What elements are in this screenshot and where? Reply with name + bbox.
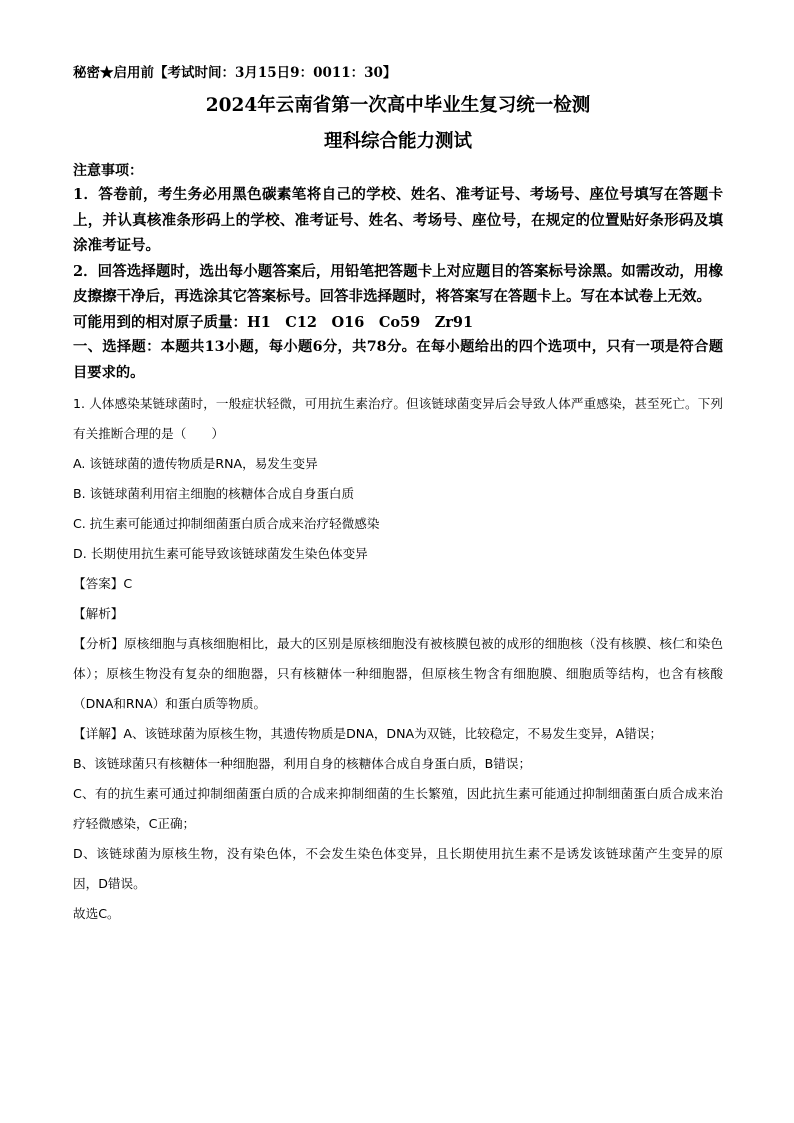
- section-heading: 一、选择题：本题共13小题，每小题6分，共78分。在每小题给出的四个选项中，只有一项是符合题目要求的。: [73, 339, 723, 381]
- answer-label: 【答案】: [73, 576, 124, 591]
- xiangjie-label: 【详解】: [73, 726, 124, 741]
- notice-item-1: 1．答卷前，考生务必用黑色碳素笔将自己的学校、姓名、准考证号、考场号、座位号填写在答题卡上，并认真核准条形码上的学校、准考证号、姓名、考场号、座位号，在规定的位置贴好条形码及填涂准考证号。: [73, 186, 723, 254]
- option-d: D. 长期使用抗生素可能导致该链球菌发生染色体变异: [73, 546, 368, 561]
- exam-page: [73, 62, 723, 929]
- confidential-line: 秘密★启用前【考试时间：3月15日9：0011：30】: [73, 65, 397, 81]
- question-1: [73, 389, 723, 929]
- answer-value: C: [123, 576, 133, 591]
- xiangjie-paragraph-a: [73, 719, 723, 749]
- notice-heading: 注意事项：: [73, 163, 143, 179]
- exam-title: 2024年云南省第一次高中毕业生复习统一检测: [205, 95, 591, 116]
- conclusion-line: 故选C。: [73, 906, 120, 921]
- question-stem: 1. 人体感染某链球菌时，一般症状轻微，可用抗生素治疗。但该链球菌变异后会导致人体严重感染，甚至死亡。下列有关推断合理的是（ ）: [73, 396, 723, 441]
- notice-item-2: 2．回答选择题时，选出每小题答案后，用铅笔把答题卡上对应题目的答案标号涂黑。如需改动，用橡皮擦擦干净后，再选涂其它答案标号。回答非选择题时，将答案写在答题卡上。写在本试卷上无效。: [73, 262, 723, 305]
- xiangjie-paragraph-b: B、该链球菌只有核糖体一种细胞器，利用自身的核糖体合成自身蛋白质，B错误；: [73, 756, 532, 771]
- option-a: A. 该链球菌的遗传物质是RNA，易发生变异: [73, 456, 318, 471]
- fenxi-label: 【分析】: [73, 636, 124, 651]
- exam-subtitle: 理科综合能力测试: [323, 131, 472, 152]
- answer-line: [73, 569, 723, 599]
- atomic-mass-line: 可能用到的相对原子质量：H1 C12 O16 Co59 Zr91: [73, 313, 474, 331]
- xiangjie-a-text: A、该链球菌为原核生物，其遗传物质是DNA，DNA为双链，比较稳定，不易发生变异，A错误；: [123, 726, 663, 741]
- analysis-label: 【解析】: [73, 606, 124, 621]
- xiangjie-paragraph-c: C、有的抗生素可通过抑制细菌蛋白质的合成来抑制细菌的生长繁殖，因此抗生素可能通过抑制细菌蛋白质合成来治疗轻微感染，C正确；: [73, 786, 723, 831]
- option-c: C. 抗生素可能通过抑制细菌蛋白质合成来治疗轻微感染: [73, 516, 380, 531]
- xiangjie-paragraph-d: D、该链球菌为原核生物，没有染色体，不会发生染色体变异，且长期使用抗生素不是诱发该链球菌产生变异的原因，D错误。: [73, 846, 723, 891]
- fenxi-paragraph: [73, 629, 723, 719]
- notice-block: [73, 160, 723, 335]
- fenxi-text: 原核细胞与真核细胞相比，最大的区别是原核细胞没有被核膜包被的成形的细胞核（没有核膜、核仁和染色体）；原核生物没有复杂的细胞器，只有核糖体一种细胞器，但原核生物含有细胞膜、细胞质等结构，也含有核酸（DNA和RNA）和蛋白质等物质。: [73, 636, 724, 711]
- option-b: B. 该链球菌利用宿主细胞的核糖体合成自身蛋白质: [73, 486, 355, 501]
